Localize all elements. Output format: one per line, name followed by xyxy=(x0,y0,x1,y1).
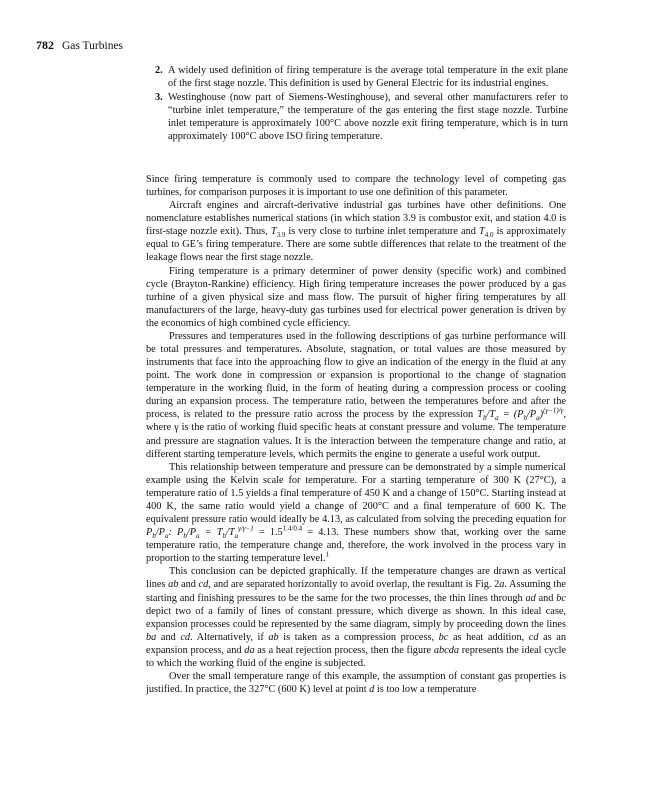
list-item-number: 3. xyxy=(155,92,163,103)
body-text xyxy=(146,173,566,696)
numbered-list xyxy=(155,64,568,143)
list-item-text: Westinghouse (now part of Siemens-Westinghouse), and several other manufacturers refer to “turbine inlet temperature,” the temperature of the gas entering the first stage nozzle. Turbine inlet temperature is approximately 100°C above nozzle exit firing temperature, which is in turn approximately 100°C above ISO firing temperature. xyxy=(168,92,568,142)
page-header xyxy=(36,38,123,53)
paragraph: This relationship between temperature and pressure can be demonstrated by a simple numerical example using the Kelvin scale for temperature. For a starting temperature of 300 K (27°C), a temperature ratio of 1.5 yields a final temperature of 450 K and a change of 150°C. Starting instead at 400 K, the same ratio would yield a change of 200°C and a final temperature of 600 K. The equivalent pressure ratio would ideally be 4.13, as calculated from solving the preceding equation for $P_b/P_a$: $P_b/P_a = T_b/T_a^{\gamma/\gamma-1} = 1.5^{1.4/0.4} = 4.13$. These numbers show that, working over the same temperature ratio, the temperature change and, therefore, the work involved in the process vary in proportion to the starting temperature level.$^1$ xyxy=(146,461,566,565)
paragraph: Pressures and temperatures used in the following descriptions of gas turbine performance will be total pressures and temperatures. Absolute, stagnation, or total values are those measured by instruments that face into the approaching flow to give an indication of the energy in the fluid at any point. The work done in compression or expansion is proportional to the change of stagnation temperature in the working fluid, in the form of heating during a compression process or cooling during an expansion process. The temperature ratio, between the temperatures before and after the process, is related to the pressure ratio across the process by the expression $T_b/T_a = (P_b/P_a)^{(\gamma-1)/\gamma}$, where γ is the ratio of working fluid specific heats at constant pressure and volume. The temperature and pressure are stagnation values. It is the interaction between the temperature change and ratio, at different starting temperature levels, which permits the engine to generate a useful work output. xyxy=(146,330,567,460)
paragraph: Aircraft engines and aircraft-derivative industrial gas turbines have other definitions. One nomenclature establishes numerical stations (in which station 3.9 is combustor exit, and station 4.0 is first-stage nozzle exit). Thus, $T_{3.9}$ is very close to turbine inlet temperature and $T_{4.0}$ is approximately equal to GE’s firing temperature. There are some subtle differences that relate to the treatment of the leakage flows near the first stage nozzle. xyxy=(146,200,567,264)
list-item xyxy=(155,91,568,143)
equation-pressure-ratio: $P_b/P_a$: $P_b/P_a = T_b/T_a^{\gamma/\gamma-1}$ xyxy=(146,524,254,541)
running-title: Gas Turbines xyxy=(62,40,124,52)
paragraph: Over the small temperature range of this example, the assumption of constant gas properties is justified. In practice, the 327°C (600 K) level at point d is too low a temperature xyxy=(146,670,566,696)
footnote-marker: 1 xyxy=(325,550,330,559)
list-item xyxy=(155,64,568,90)
list-item-number: 2. xyxy=(155,65,163,76)
paragraph: Firing temperature is a primary determiner of power density (specific work) and combined cycle (Brayton-Rankine) efficiency. High firing temperature increases the power produced by a gas turbine of a given physical size and mass flow. The pursuit of higher firing temperatures by all manufacturers of the large, heavy-duty gas turbines used for electrical power generation is driven by the economics of high combined cycle efficiency. xyxy=(146,265,566,329)
page-number: 782 xyxy=(36,38,54,52)
paragraph: This conclusion can be depicted graphically. If the temperature changes are drawn as vertical lines ab and cd, and are separated horizontally to avoid overlap, the resultant is Fig. 2a. Assuming the starting and finishing pressures to be the same for the two processes, the thin lines through ad and bc depict two of a family of lines of constant pressure, which diverge as shown. In this ideal case, expansion processes could be represented by the same diagram, simply by proceeding down the lines ba and cd. Alternatively, if ab is taken as a compression process, bc as heat addition, cd as an expansion process, and da as a heat rejection process, then the figure abcda represents the ideal cycle to which the working fluid of the engine is subjected. xyxy=(146,566,566,669)
list-item-text: A widely used definition of firing temperature is the average total temperature in the exit plane of the first stage nozzle. This definition is used by General Electric for its industrial engines. xyxy=(168,65,568,89)
equation-temperature-ratio: $T_b/T_a = (P_b/P_a)^{(\gamma-1)/\gamma}$ xyxy=(477,406,564,423)
paragraph: Since firing temperature is commonly used to compare the technology level of competing gas turbines, for comparison purposes it is important to use one definition of this parameter. xyxy=(146,174,566,199)
